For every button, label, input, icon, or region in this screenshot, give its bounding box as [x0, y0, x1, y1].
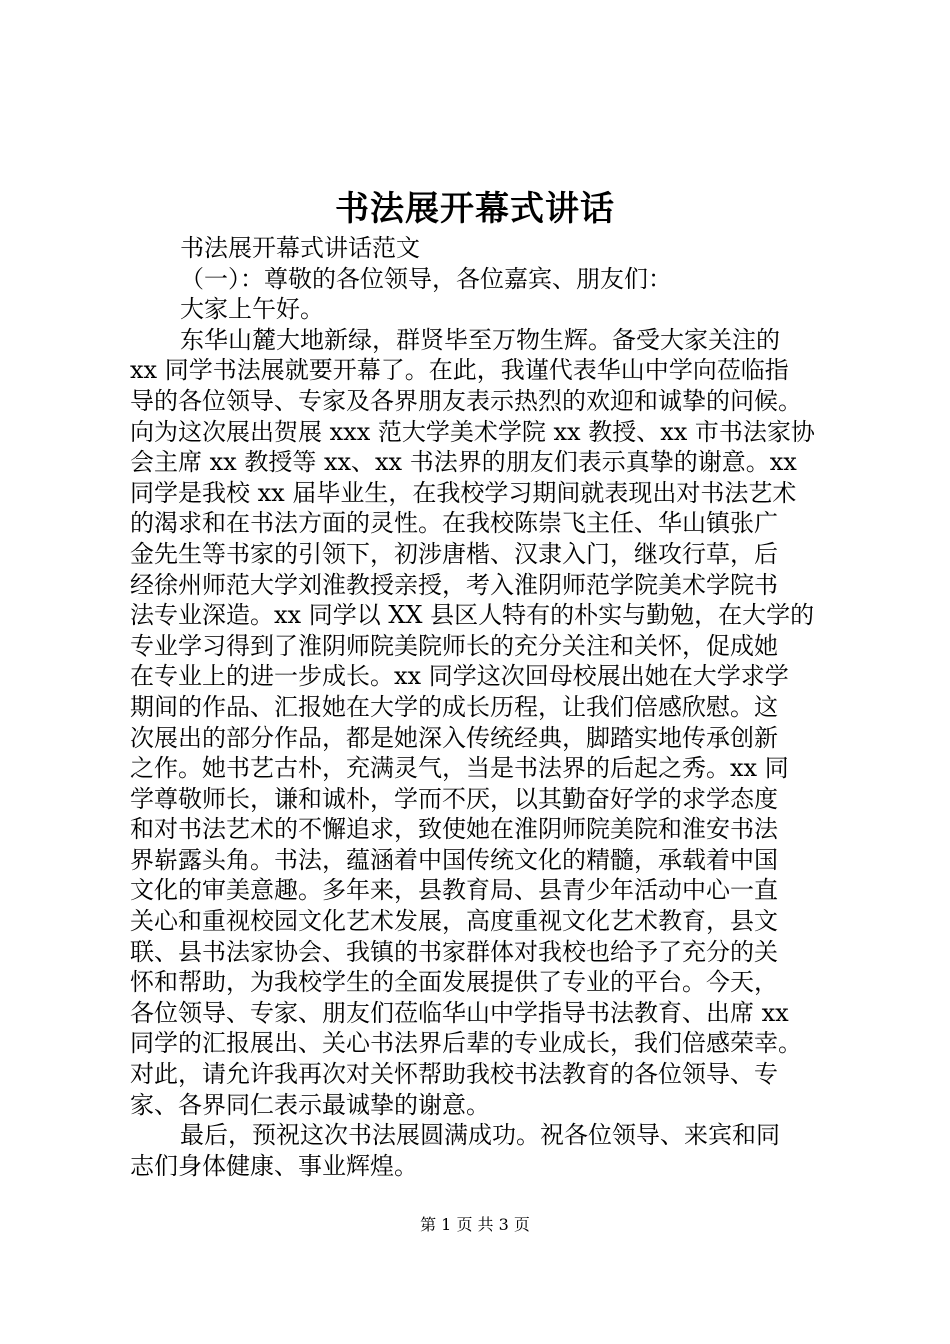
text-line: 向为这次展出贺展 xxx 范大学美术学院 xx 教授、xx 市书法家协 [130, 417, 815, 446]
text-line: 专业学习得到了淮阴师院美院师长的充分关注和关怀，促成她 [130, 631, 778, 660]
text-line: 家、各界同仁表示最诚挚的谢意。 [130, 1090, 490, 1119]
text-line: xx 同学书法展就要开幕了。在此，我谨代表华山中学向莅临指 [130, 356, 789, 385]
text-line: 志们身体健康、事业辉煌。 [130, 1151, 418, 1180]
text-line: 同学的汇报展出、关心书法界后辈的专业成长，我们倍感荣幸。 [130, 1029, 802, 1058]
text-line: 各位领导、专家、朋友们莅临华山中学指导书法教育、出席 xx [130, 998, 789, 1027]
text-line: 经徐州师范大学刘淮教授亲授，考入淮阴师范学院美术学院书 [130, 570, 778, 599]
text-line: 导的各位领导、专家及各界朋友表示热烈的欢迎和诚挚的问候。 [130, 386, 802, 415]
text-line: 文化的审美意趣。多年来，县教育局、县青少年活动中心一直 [130, 876, 778, 905]
text-line: 对此，请允许我再次对关怀帮助我校书法教育的各位领导、专 [130, 1060, 778, 1089]
text-line: 期间的作品、汇报她在大学的成长历程，让我们倍感欣慰。这 [130, 692, 778, 721]
text-line: 次展出的部分作品，都是她深入传统经典，脚踏实地传承创新 [130, 723, 778, 752]
text-line: 界崭露头角。书法，蕴涵着中国传统文化的精髓，承载着中国 [130, 845, 778, 874]
text-line: 学尊敬师长，谦和诚朴，学而不厌，以其勤奋好学的求学态度 [130, 784, 778, 813]
text-line: 会主席 xx 教授等 xx、xx 书法界的朋友们表示真挚的谢意。xx [130, 448, 797, 477]
text-line: 最后，预祝这次书法展圆满成功。祝各位领导、来宾和同 [180, 1121, 780, 1150]
text-line: 关心和重视校园文化艺术发展，高度重视文化艺术教育，县文 [130, 907, 778, 936]
text-line: 东华山麓大地新绿，群贤毕至万物生辉。备受大家关注的 [180, 325, 780, 354]
document-title: 书法展开幕式讲话 [335, 189, 615, 229]
text-line: （一）：尊敬的各位领导，各位嘉宾、朋友们： [180, 264, 672, 293]
text-line: 和对书法艺术的不懈追求，致使她在淮阴师院美院和淮安书法 [130, 815, 778, 844]
page-footer: 第 1 页 共 3 页 [420, 1215, 530, 1234]
text-line: 怀和帮助，为我校学生的全面发展提供了专业的平台。今天， [130, 968, 778, 997]
text-line: 大家上午好。 [180, 295, 324, 324]
text-line: 在专业上的进一步成长。xx 同学这次回母校展出她在大学求学 [130, 662, 789, 691]
document-body [130, 233, 850, 1181]
text-line: 金先生等书家的引领下，初涉唐楷、汉隶入门，继攻行草，后 [130, 539, 778, 568]
text-line: 法专业深造。xx 同学以 XX 县区人特有的朴实与勤勉，在大学的 [130, 601, 815, 630]
text-line: 的渴求和在书法方面的灵性。在我校陈崇飞主任、华山镇张广 [130, 509, 778, 538]
text-line: 联、县书法家协会、我镇的书家群体对我校也给予了充分的关 [130, 937, 778, 966]
text-line: 之作。她书艺古朴，充满灵气，当是书法界的后起之秀。xx 同 [130, 754, 789, 783]
text-line: 书法展开幕式讲话范文 [180, 234, 420, 262]
text-line: 同学是我校 xx 届毕业生，在我校学习期间就表现出对书法艺术 [130, 478, 797, 507]
